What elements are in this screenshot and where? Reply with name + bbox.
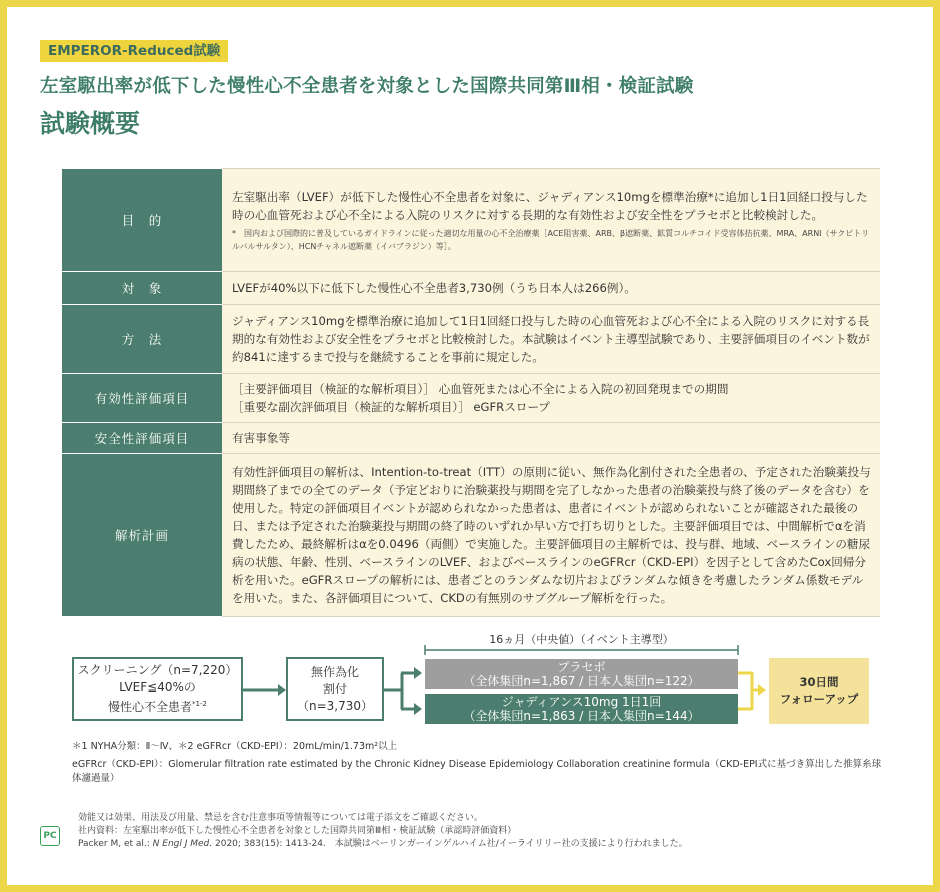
followup-duration: 30日間 (799, 675, 839, 689)
row-content-method: ジャディアンス10mgを標準治療に追加して1日1回経口投与した時の心血管死および心不全による入院のリスクに対する長期的な有効性および安全性をプラセボと比較検討した。本試験はイベント主導型試験であり、主要評価項目のイベント数が約841に達するまで投与を継続することを事前に規定した。 (222, 305, 880, 374)
reference-block (78, 812, 688, 851)
screening-population-line (108, 696, 207, 716)
reference-line-1: 効能又は効果、用法及び用量、禁忌を含む注意事項等情報等については電子添文をご確認ください。 (78, 813, 483, 823)
table-row (62, 169, 880, 272)
randomization-line2: 割付 (322, 681, 347, 696)
row-content-purpose (222, 169, 880, 272)
randomization-count: （n=3,730） (296, 698, 373, 713)
screening-population: 慢性心不全患者 (108, 700, 193, 714)
table-row (62, 423, 880, 454)
jardiance-arm-box (425, 694, 738, 724)
footnote-egfr: eGFRcr（CKD-EPI）：Glomerular filtration rate estimated by the Chronic Kidney Disease Epidemiology Collaboration creatinine formula（CKD-EPI式に基づき算出した推算糸球体濾過量） (72, 759, 882, 784)
row-content-analysis: 有効性評価項目の解析は、Intention-to-treat（ITT）の原則に従い、無作為化割付された全患者の、予定された治験薬投与期間終了までの全てのデータ（予定どおりに治験薬投与期間を完了しなかった患者の治験薬投与終了後のデータを含む）を使用した。特定の評価項目イベントが認められなかった患者は、患者にイベントが認められないことが確認された最後の日、または予定された治験薬投与期間の終了時のいずれか早い方で打ち切りとした。主要評価項目では、中間解析でαを消費したため、最終解析はαを0.0496（両側）で実施した。主要評価項目の主解析では、投与群、地域、ベースラインの糖尿病の状態、年齢、性別、ベースラインのLVEF、およびベースラインのeGFRcr（CKD-EPI）を因子として含めたCox回帰分析を用いた。eGFRスロープの解析には、患者ごとのランダムな切片およびランダムな傾きを考慮したランダム係数モデルを用いた。また、各評価項目について、CKDの有無別のサブグループ解析を行った。 (222, 454, 880, 617)
row-label-purpose: 目 的 (62, 169, 222, 272)
row-label-analysis: 解析計画 (62, 454, 222, 617)
duration-label: 16ヵ月（中央値）（イベント主導型） (489, 632, 674, 646)
placebo-arm-name: プラセボ (557, 660, 606, 674)
randomization-box (286, 657, 384, 721)
screening-criterion: LVEF≦40%の (119, 680, 196, 694)
citation-details: 2020; 383(15): 1413-24. 本試験はベーリンガーインゲルハイム社/イーライリリー社の支援により行われました。 (212, 839, 688, 849)
screening-footnote-ref: *1-2 (192, 700, 207, 708)
page-title: 左室駆出率が低下した慢性心不全患者を対象とした国際共同第Ⅲ相・検証試験 (40, 76, 694, 97)
followup-label: フォローアップ (779, 692, 859, 706)
jardiance-arm-count: （全体集団n=1,863 / 日本人集団n=144） (463, 709, 700, 723)
page-subtitle: 試験概要 (40, 109, 141, 138)
row-content-safety: 有害事象等 (222, 423, 880, 454)
row-label-efficacy: 有効性評価項目 (62, 374, 222, 423)
citation-authors: Packer M, et al.: (78, 839, 153, 849)
row-label-subject: 対 象 (62, 272, 222, 305)
trial-badge: EMPEROR-Reduced試験 (40, 40, 228, 62)
reference-line-2: 社内資料：左室駆出率が低下した慢性心不全患者を対象とした国際共同第Ⅲ相・検証試験（承認時評価資料） (78, 826, 517, 836)
table-row (62, 272, 880, 305)
placebo-arm-box (425, 659, 738, 689)
row-label-method: 方 法 (62, 305, 222, 374)
row-content-efficacy (222, 374, 880, 423)
randomization-line1: 無作為化 (310, 664, 359, 679)
row-label-safety: 安全性評価項目 (62, 423, 222, 454)
screening-box (72, 657, 243, 721)
overview-table (62, 168, 880, 617)
purpose-note: * 国内および国際的に普及しているガイドラインに従った適切な用量の心不全治療薬［ACE阻害薬、ARB、β遮断薬、鉱質コルチコイド受容体拮抗薬、MRA、ARNI（サクビトリルバルサルタン）、HCNチャネル遮断薬（イバブラジン）等］。 (232, 228, 870, 251)
citation-journal: N Engl J Med. (152, 839, 213, 849)
table-row (62, 454, 880, 617)
purpose-text: 左室駆出率（LVEF）が低下した慢性心不全患者を対象に、ジャディアンス10mgを標準治療*に追加し1日1回経口投与した時の心血管死および心不全による入院のリスクに対する長期的な有効性および安全性をプラセボと比較検討した。 (232, 189, 868, 222)
jardiance-arm-name: ジャディアンス10mg 1日1回 (501, 695, 662, 709)
row-content-subject: LVEFが40%以下に低下した慢性心不全患者3,730例（うち日本人は266例）。 (222, 272, 880, 305)
footnote-criteria: ＊1 NYHA分類：Ⅱ～Ⅳ、＊2 eGFRcr（CKD-EPI）：20mL/min/1.73m²以上 (72, 741, 398, 752)
screening-count: スクリーニング（n=7,220） (77, 663, 238, 677)
efficacy-primary: ［主要評価項目（検証的な解析項目）］ 心血管死または心不全による入院の初回発現までの期間 (232, 382, 729, 396)
pc-logo-icon: PC (40, 826, 60, 846)
table-row (62, 374, 880, 423)
efficacy-secondary: ［重要な副次評価項目（検証的な解析項目）］ eGFRスロープ (232, 400, 550, 414)
placebo-arm-count: （全体集団n=1,867 / 日本人集団n=122） (463, 674, 700, 688)
reference-line-3 (78, 838, 688, 851)
table-row (62, 305, 880, 374)
followup-box (769, 658, 869, 724)
